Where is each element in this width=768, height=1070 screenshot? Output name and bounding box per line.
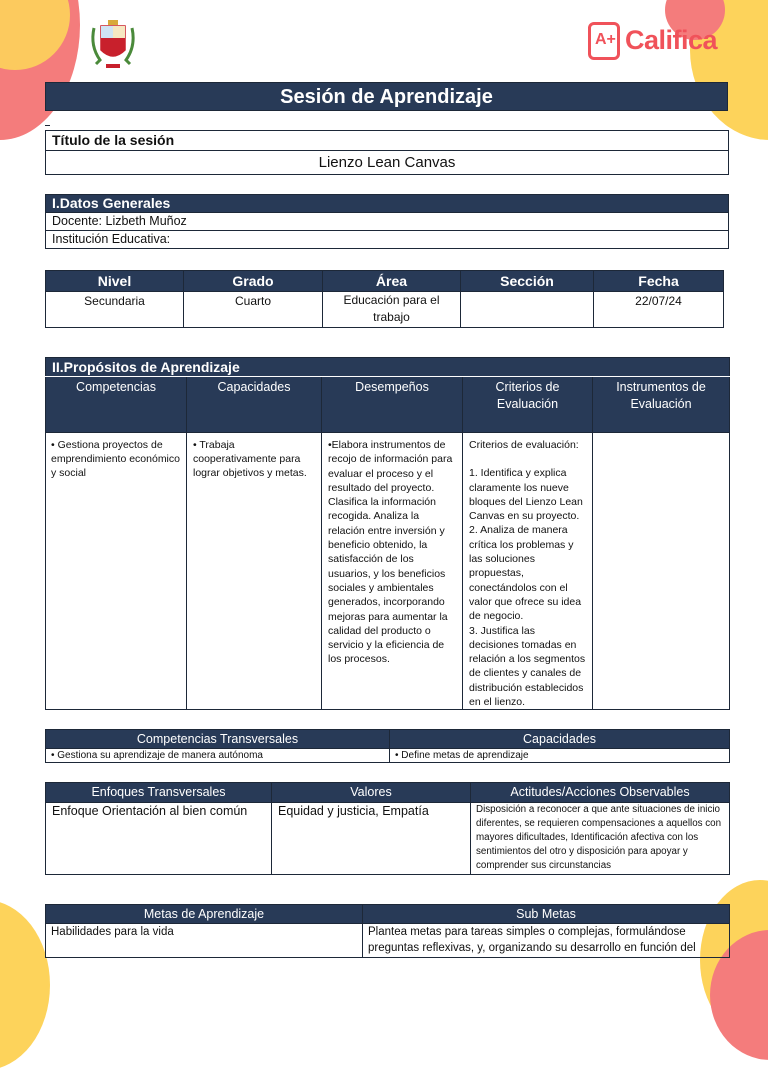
cell-competencias: • Gestiona proyectos de emprendimiento económico y social bbox=[46, 433, 187, 710]
header-grado: Grado bbox=[184, 271, 323, 292]
criterio-2: 2. Analiza de manera crítica los problemas y las soluciones propuestas, conectándolos con el valor que ofrece su idea de negocio. bbox=[469, 524, 582, 623]
divider bbox=[45, 125, 50, 126]
value-metas: Habilidades para la vida bbox=[46, 924, 363, 958]
header-enfoques: Enfoques Transversales bbox=[46, 783, 272, 803]
header-fecha: Fecha bbox=[594, 271, 724, 292]
cross-cutting-approaches-table bbox=[45, 782, 730, 875]
header-desempenos: Desempeños bbox=[322, 377, 463, 433]
session-title-label: Título de la sesión bbox=[46, 131, 729, 151]
header-metas: Metas de Aprendizaje bbox=[46, 905, 363, 924]
criterio-3: 3. Justifica las decisiones tomadas en relación a los segmentos de clientes y canales de distribución establecidos en el lienzo. bbox=[469, 624, 586, 709]
learning-purposes-table bbox=[45, 357, 730, 710]
session-title-table bbox=[45, 130, 729, 175]
general-data-table bbox=[45, 194, 729, 249]
value-actitudes: Disposición a reconocer a que ante situaciones de inicio diferentes, se requieren compensaciones a aquellos con mayores dificultades, Identificación afectiva con los sentimientos del otro y disposición para apoyar y comprender sus circunstancias bbox=[471, 803, 730, 875]
learning-goals-table bbox=[45, 904, 730, 958]
header-sub-metas: Sub Metas bbox=[363, 905, 730, 924]
cell-instrumentos bbox=[593, 433, 730, 710]
criterio-1: 1. Identifica y explica claramente los nueve bloques del Lienzo Lean Canvas en su proyecto. bbox=[469, 467, 583, 523]
header-valores: Valores bbox=[272, 783, 471, 803]
general-data-heading: I.Datos Generales bbox=[46, 195, 729, 213]
value-seccion bbox=[461, 292, 594, 328]
califica-logo-badge-icon: A+ bbox=[588, 22, 620, 60]
header-capacidades: Capacidades bbox=[187, 377, 322, 433]
cell-desempenos: •Elabora instrumentos de recojo de información para evaluar el proceso y el resultado del proyecto. Clasifica la información recogida. Analiza la relación entre inversión y beneficio obtenido, la satisfacción de los usuarios, y los beneficios sociales y ambientales generados, incorporando mejoras para aumentar la calidad del producto o servicio y la eficiencia de los procesos. bbox=[322, 433, 463, 710]
value-valores: Equidad y justicia, Empatía bbox=[272, 803, 471, 875]
cell-capacidades: • Trabaja cooperativamente para lograr objetivos y metas. bbox=[187, 433, 322, 710]
criterios-intro: Criterios de evaluación: bbox=[469, 439, 579, 451]
teacher-field: Docente: Lizbeth Muñoz bbox=[46, 213, 729, 231]
value-fecha: 22/07/24 bbox=[594, 292, 724, 328]
header-nivel: Nivel bbox=[46, 271, 184, 292]
institution-field: Institución Educativa: bbox=[46, 231, 729, 249]
value-area: Educación para el trabajo bbox=[323, 292, 461, 328]
value-sub-metas: Plantea metas para tareas simples o complejas, formulándose preguntas reflexivas, y, organizando su desarrollo en función del bbox=[363, 924, 730, 958]
value-capacidad-transversal: • Define metas de aprendizaje bbox=[390, 749, 730, 763]
header-area: Área bbox=[323, 271, 461, 292]
header-seccion: Sección bbox=[461, 271, 594, 292]
value-nivel: Secundaria bbox=[46, 292, 184, 328]
header-competencias-transversales: Competencias Transversales bbox=[46, 730, 390, 749]
course-info-table bbox=[45, 270, 724, 328]
page-title: Sesión de Aprendizaje bbox=[45, 82, 728, 111]
session-title-value: Lienzo Lean Canvas bbox=[46, 151, 729, 175]
decor-blob-bottom-left-yellow bbox=[0, 900, 50, 1070]
cell-criterios bbox=[463, 433, 593, 710]
value-enfoque: Enfoque Orientación al bien común bbox=[46, 803, 272, 875]
califica-logo-text: Califica bbox=[625, 25, 718, 55]
header-instrumentos: Instrumentos de Evaluación bbox=[593, 377, 730, 433]
califica-logo bbox=[588, 20, 728, 64]
value-competencia-transversal: • Gestiona su aprendizaje de manera autónoma bbox=[46, 749, 390, 763]
header-capacidades-transversales: Capacidades bbox=[390, 730, 730, 749]
header-competencias: Competencias bbox=[46, 377, 187, 433]
header-actitudes: Actitudes/Acciones Observables bbox=[471, 783, 730, 803]
transversal-competencies-table bbox=[45, 729, 730, 763]
value-grado: Cuarto bbox=[184, 292, 323, 328]
header-criterios: Criterios de Evaluación bbox=[463, 377, 593, 433]
coat-of-arms-icon bbox=[88, 20, 138, 72]
purposes-heading: II.Propósitos de Aprendizaje bbox=[46, 358, 730, 377]
